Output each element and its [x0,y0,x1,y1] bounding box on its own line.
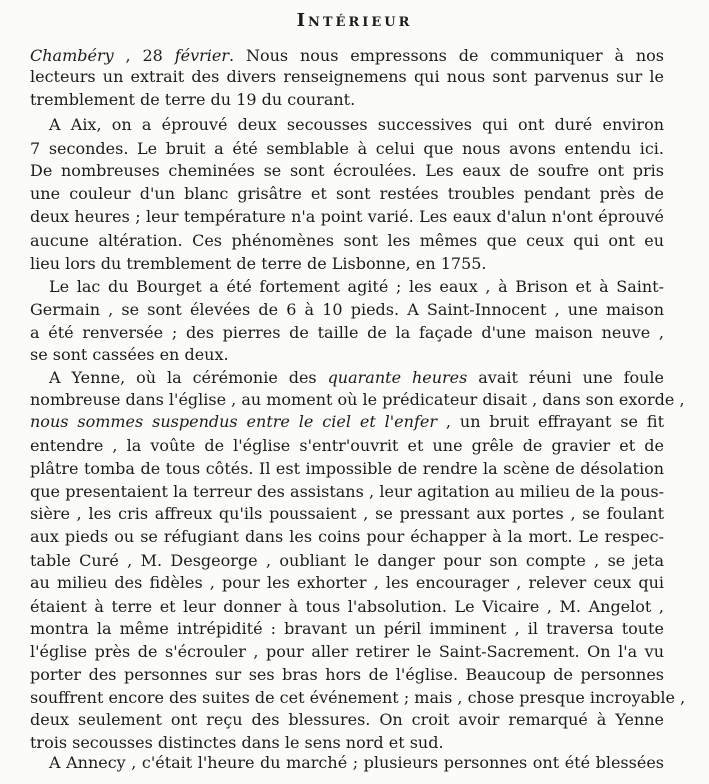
text-line [30,687,686,709]
text-segment: au milieu des fidèles , pour les exhorter , les encourager , relever ceux qui [30,573,664,592]
text-line [30,664,664,686]
text-segment: nombreuse dans l'église , au moment où le prédicateur disait , dans son exorde , [30,390,685,409]
text-segment: lecteurs un extrait des divers renseignemens qui nous sont parvenus sur le [30,67,664,86]
text-line [30,138,664,160]
text-line [30,160,664,182]
text-line [49,367,664,389]
italic-text: quarante heures [327,368,468,387]
text-line [30,435,664,457]
text-line [30,572,664,594]
text-segment: que presentaient la terreur des assistans , leur agitation au milieu de la pous- [30,482,664,501]
text-line [30,526,664,548]
text-segment: avait réuni une foule [467,368,665,387]
text-segment: , un bruit effrayant se fit [436,412,664,431]
text-line [30,89,664,111]
text-segment: trois secousses distinctes dans le sens nord et sud. [30,733,444,752]
text-segment: étaient à terre et leur donner à tous l'absolution. Le Vicaire , M. Angelot , [30,597,664,616]
text-segment: entendre , la voûte de l'église s'entr'ouvrit et une grêle de gravier et de [30,436,664,455]
text-segment: deux heures ; leur température n'a point varié. Les eaux d'alun n'ont éprouvé [30,207,664,226]
text-segment: tremblement de terre du 19 du courant. [30,90,356,109]
text-segment: A Annecy , c'était l'heure du marché ; plusieurs personnes ont été blessées [49,753,664,772]
text-line [30,503,664,525]
italic-text: Chambéry [30,46,114,65]
text-segment: Le lac du Bourget a été fortement agité ; les eaux , à Brison et à Saint- [49,277,664,296]
text-line [30,45,664,67]
text-line [30,183,664,205]
text-line [30,458,664,480]
text-segment: aucune altération. Ces phénomènes sont les mêmes que ceux qui ont eu [30,231,664,250]
text-line [30,299,664,321]
text-segment: De nombreuses cheminées se sont écroulées. Les eaux de soufre ont pris [30,161,664,180]
text-line [30,550,664,572]
text-line [30,322,664,344]
text-line [49,752,664,774]
text-segment: sière , les cris affreux qu'ils poussaient , se pressant aux portes , se foulant [30,504,664,523]
text-segment: aux pieds ou se réfugiant dans les coins pour échapper à la mort. Le respec- [30,527,664,546]
text-segment: porter des personnes sur ses bras hors de l'église. Beaucoup de personnes [30,665,664,684]
italic-text: février [174,46,229,65]
text-segment: montra la même intrépidité : bravant un péril imminent , il traversa toute [30,619,664,638]
text-segment: lieu lors du tremblement de terre de Lisbonne, en 1755. [30,254,487,273]
text-line [30,596,664,618]
text-segment: table Curé , M. Desgeorge , oubliant le danger pour son compte , se jeta [30,551,664,570]
section-title: Intérieur [296,10,413,31]
text-segment: a été renversée ; des pierres de taille de la façade d'une maison neuve , [30,323,664,342]
text-segment: plâtre tomba de tous côtés. Il est impossible de rendre la scène de désolation [30,459,664,478]
text-line [30,344,664,366]
text-line [30,253,664,275]
text-segment: . Nous nous empressons de communiquer à nos [229,46,664,65]
text-line [49,114,664,136]
italic-text: nous sommes suspendus entre le ciel et l'enfer [30,412,437,431]
text-line [30,481,664,503]
text-line [30,389,685,411]
text-segment: se sont cassées en deux. [30,345,229,364]
text-line [30,732,664,754]
text-line [30,709,664,731]
text-line [30,641,664,663]
text-line [30,230,664,252]
text-line [30,206,664,228]
text-segment: une couleur d'un blanc grisâtre et sont restées troubles pendant près de [30,184,664,203]
text-segment: A Aix, on a éprouvé deux secousses successives qui ont duré environ [49,115,664,134]
text-segment: , 28 [113,46,175,65]
text-segment: 7 secondes. Le bruit a été semblable à celui que nous avons entendu ici. [30,139,664,158]
text-line [30,618,664,640]
text-segment: A Yenne, où la cérémonie des [49,368,328,387]
text-segment: deux seulement ont reçu des blessures. On croit avoir remarqué à Yenne [30,710,664,729]
text-segment: souffrent encore des suites de cet événement ; mais , chose presque incroyable , [30,688,686,707]
text-line [30,66,664,88]
text-segment: l'église près de s'écrouler , pour aller retirer le Saint-Sacrement. On l'a vu [30,642,664,661]
text-segment: Germain , se sont élevées de 6 à 10 pieds. A Saint-Innocent , une maison [30,300,664,319]
text-line [49,276,664,298]
text-line [30,411,664,433]
